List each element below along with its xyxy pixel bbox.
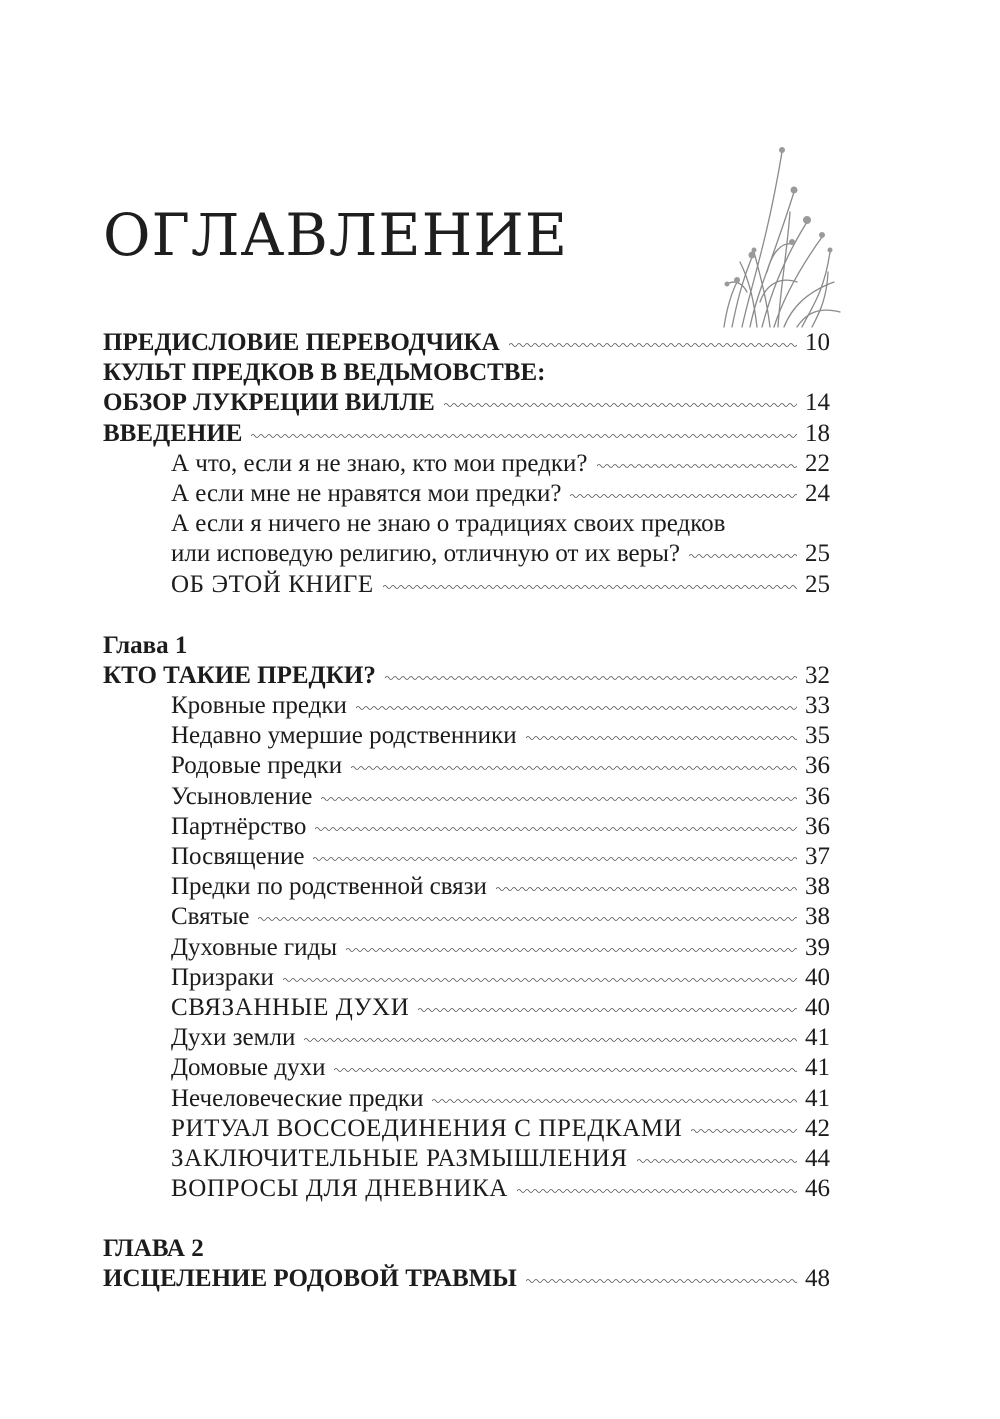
toc-entry-page: 22 [805,449,830,477]
toc-entry[interactable] [103,1084,830,1114]
toc-entry[interactable] [103,1114,830,1144]
toc-entry-label: Недавно умершие родственники [171,722,517,750]
toc-entry-page: 36 [805,782,830,810]
toc-entry-label: Усыновление [171,782,313,810]
toc-entry-label: Кровные предки [171,692,347,720]
toc-entry-label: ВОПРОСЫ ДЛЯ ДНЕВНИКА [171,1175,508,1203]
dot-leader [304,1036,797,1044]
dot-leader [321,795,797,803]
toc-entry-page: 25 [805,570,830,598]
dot-leader [496,885,797,893]
toc-entry[interactable] [103,570,830,600]
toc-entry-label: Святые [171,903,250,931]
toc-entry-label: А если я ничего не знаю о традициях своих предков [171,510,726,538]
toc-entry-page: 40 [805,993,830,1021]
toc-entry[interactable] [103,1264,830,1294]
toc-entry-page: 38 [805,873,830,901]
dot-leader [418,1006,797,1014]
dot-leader [526,1277,797,1285]
toc-entry-page: 14 [805,389,830,417]
toc-entry-page: 46 [805,1175,830,1203]
toc-entry[interactable] [103,509,830,539]
chapter-number-label: ГЛАВА 2 [103,1235,204,1263]
dot-leader [351,764,797,772]
page-title: ОГЛАВЛЕНИЕ [103,201,569,269]
toc-entry[interactable] [103,691,830,721]
toc-entry-page: 18 [805,419,830,447]
toc-entry[interactable] [103,358,830,388]
toc-entry-page: 36 [805,752,830,780]
toc-entry-label: Призраки [171,963,274,991]
toc-entry[interactable] [103,993,830,1023]
chapter-title: КТО ТАКИЕ ПРЕДКИ? [103,661,376,689]
toc-entry-label: ОБ ЭТОЙ КНИГЕ [171,570,374,598]
toc-entry[interactable] [103,1053,830,1083]
toc-entry-label: ВВЕДЕНИЕ [103,419,243,447]
toc-entry[interactable] [103,1023,830,1053]
dot-leader [526,734,797,742]
chapter-number [103,631,830,661]
toc-entry-page: 41 [805,1024,830,1052]
dot-leader [517,1187,797,1195]
toc-entry-label: ПРЕДИСЛОВИЕ ПЕРЕВОДЧИКА [103,329,500,356]
toc-entry[interactable] [103,449,830,479]
toc-entry[interactable] [103,963,830,993]
toc-entry[interactable] [103,539,830,569]
toc-entry-page: 38 [805,903,830,931]
toc-entry-label: СВЯЗАННЫЕ ДУХИ [171,993,410,1021]
toc-entry[interactable] [103,812,830,842]
toc-entry-page: 33 [805,692,830,720]
dot-leader [251,432,797,440]
dot-leader [432,1097,797,1105]
table-of-contents [103,328,830,1295]
dot-leader [334,1066,797,1074]
dot-leader [383,583,797,591]
toc-entry[interactable] [103,479,830,509]
dot-leader [356,704,797,712]
dot-leader [691,1127,797,1135]
toc-entry-label: Партнёрство [171,812,307,840]
toc-entry-page: 40 [805,963,830,991]
toc-entry-page: 35 [805,722,830,750]
toc-entry-page: 44 [805,1144,830,1172]
toc-entry[interactable] [103,782,830,812]
toc-entry-label: Предки по родственной связи [171,873,487,901]
chapter-number [103,1234,830,1264]
toc-entry-label: РИТУАЛ ВОССОЕДИНЕНИЯ С ПРЕДКАМИ [171,1114,683,1142]
toc-entry[interactable] [103,388,830,418]
toc-entry[interactable] [103,419,830,449]
dot-leader [637,1157,797,1165]
toc-entry-label: ЗАКЛЮЧИТЕЛЬНЫЕ РАЗМЫШЛЕНИЯ [171,1144,628,1172]
toc-entry-label: Нечеловеческие предки [171,1084,424,1112]
toc-entry-page: 36 [805,812,830,840]
toc-entry-page: 37 [805,843,830,870]
toc-entry[interactable] [103,902,830,932]
toc-entry[interactable] [103,1144,830,1174]
dot-leader [313,855,797,863]
toc-entry-page: 24 [805,479,830,507]
dot-leader [597,462,798,470]
toc-entry-page: 32 [805,661,830,689]
toc-entry[interactable] [103,872,830,902]
toc-entry-page: 41 [805,1084,830,1112]
chapter-title: ИСЦЕЛЕНИЕ РОДОВОЙ ТРАВМЫ [103,1265,517,1293]
grass-flower-ornament-icon [712,132,842,332]
toc-entry[interactable] [103,721,830,751]
toc-entry[interactable] [103,842,830,872]
dot-leader [444,401,797,409]
toc-entry[interactable] [103,751,830,781]
dot-leader [689,552,797,560]
chapter-number-label: Глава 1 [103,631,188,659]
toc-entry-page: 48 [805,1265,830,1293]
dot-leader [315,825,797,833]
toc-entry[interactable] [103,1174,830,1204]
toc-entry-label: А если мне не нравятся мои предки? [171,479,562,507]
toc-entry-page: 41 [805,1054,830,1082]
toc-entry[interactable] [103,933,830,963]
dot-leader [570,492,797,500]
toc-entry-label: Родовые предки [171,752,343,780]
dot-leader [509,341,797,349]
dot-leader [385,674,797,682]
dot-leader [283,976,797,984]
toc-entry-label: Духи земли [171,1024,296,1052]
toc-entry[interactable] [103,661,830,691]
toc-entry-label: Духовные гиды [171,933,338,961]
toc-entry-label: или исповедую религию, отличную от их веры? [171,540,680,568]
toc-entry-page: 39 [805,933,830,961]
toc-entry-label: ОБЗОР ЛУКРЕЦИИ ВИЛЛЕ [103,389,435,417]
dot-leader [258,915,797,923]
toc-entry-label: А что, если я не знаю, кто мои предки? [171,449,588,477]
toc-entry-label: Домовые духи [171,1054,326,1082]
toc-entry-page: 25 [805,540,830,568]
toc-entry-label: КУЛЬТ ПРЕДКОВ В ВЕДЬМОВСТВЕ: [103,359,546,387]
toc-entry-page: 10 [805,329,830,356]
dot-leader [346,946,797,954]
toc-entry-page: 42 [805,1114,830,1142]
toc-entry[interactable] [103,328,830,358]
toc-entry-label: Посвящение [171,843,305,870]
